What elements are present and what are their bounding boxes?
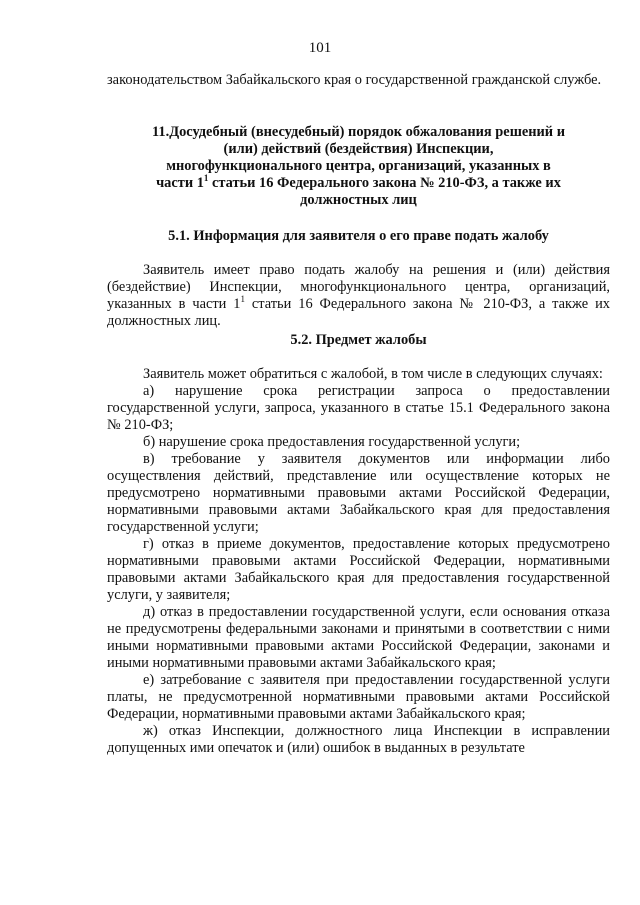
subsection-5-1-text: Заявитель имеет право подать жалобу на решения и (или) действия (бездействие) Инспекции, многофункционального центра, организаций, указанных в части $1^1$ статьи 16 Федерального закона № 210-ФЗ, а также их должностных лиц. [107, 262, 610, 329]
subsection-5-2-body [107, 366, 610, 757]
list-item: е) затребование с заявителя при предоставлении государственной услуги платы, не предусмотренной нормативными правовыми актами Российской Федерации, нормативными правовыми актами Забайкальского края; [107, 672, 610, 722]
list-item: ж) отказ Инспекции, должностного лица Инспекции в исправлении допущенных ими опечаток и (или) ошибок в выданных в результате [107, 723, 610, 756]
lead-paragraph: законодательством Забайкальского края о государственной гражданской службе. [107, 72, 602, 88]
section-heading-line: многофункционального центра, организаций, указанных в [166, 158, 551, 174]
list-item: в) требование у заявителя документов или информации либо осуществления действий, представление или осуществление которых не предусмотрено нормативными правовыми актами Российской Федерации, нормативными правовыми актами Забайкальского края для предоставления государственной услуги; [107, 451, 610, 535]
section-heading [107, 124, 610, 209]
list-item: б) нарушение срока предоставления государственной услуги; [143, 434, 521, 450]
section-heading-line: должностных лиц [300, 192, 417, 208]
list-item: г) отказ в приеме документов, предоставление которых предусмотрено нормативными правовыми актами Российской Федерации, нормативными правовыми актами Забайкальского края для предоставления государственной услуги, у заявителя; [107, 536, 610, 603]
subsection-5-2-intro: Заявитель может обратиться с жалобой, в том числе в следующих случаях: [143, 366, 603, 382]
list-item: д) отказ в предоставлении государственной услуги, если основания отказа не предусмотрены федеральными законами и принятыми в соответствии с ними иными нормативными правовыми актами Российской Федерации, законами и иными нормативными правовыми актами Забайкальского края; [107, 604, 610, 671]
section-heading-line: 11.Досудебный (внесудебный) порядок обжалования решений и [152, 124, 565, 140]
page-number: 101 [308, 40, 332, 56]
subsection-5-2-title: 5.2. Предмет жалобы [290, 332, 427, 348]
list-item: а) нарушение срока регистрации запроса о предоставлении государственной услуги, запроса, указанного в статье 15.1 Федерального закона № 210-ФЗ; [107, 383, 610, 433]
section-heading-line: части $1^1$ статьи 16 Федерального закона № 210-ФЗ, а также их [156, 173, 561, 191]
section-heading-line: (или) действий (бездействия) Инспекции, [223, 141, 494, 157]
subsection-5-1-title: 5.1. Информация для заявителя о его праве подать жалобу [168, 228, 549, 244]
